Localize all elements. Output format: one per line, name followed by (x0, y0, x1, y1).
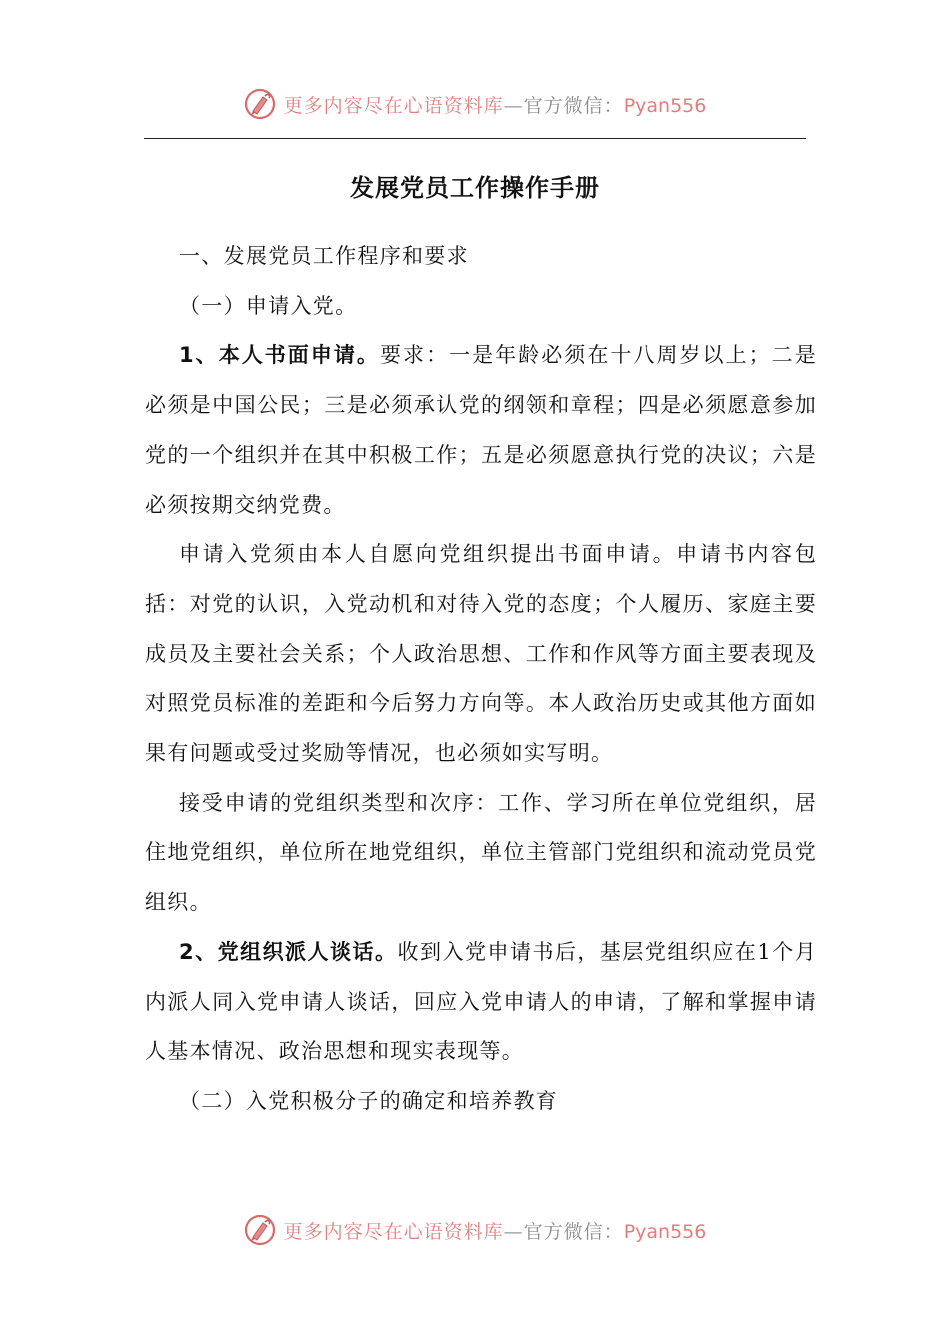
item-lead: 1、本人书面申请。 (179, 343, 380, 368)
footer-watermark (0, 1210, 950, 1250)
document-body (145, 232, 817, 1127)
item-text: 要求：一是年龄必须在十八周岁以上；二是必须是中国公民；三是必须承认党的纲领和章程；四是必须愿意参加党的一个组织并在其中积极工作；五是必须愿意执行党的决议；六是必须按期交纳党费。 (145, 343, 818, 517)
section-heading: 一、发展党员工作程序和要求 (179, 244, 469, 268)
watermark-text: 更多内容尽在心语资料库—官方微信：Pyan556 (283, 94, 707, 117)
item-lead: 2、党组织派人谈话。 (179, 939, 398, 964)
pen-nib-icon (244, 1214, 276, 1246)
subsection-heading: （二）入党积极分子的确定和培养教育 (179, 1088, 559, 1113)
interview-paragraph (145, 928, 817, 1077)
acceptance-paragraph: 接受申请的党组织类型和次序：工作、学习所在单位党组织，居住地党组织，单位所在地党组织，单位主管部门党组织和流动党员党组织。 (145, 790, 817, 915)
application-paragraph: 申请入党须由本人自愿向党组织提出书面申请。申请书内容包括：对党的认识，入党动机和对待入党的态度；个人履历、家庭主要成员及主要社会关系；个人政治思想、工作和作风等方面主要表现及对照党员标准的差距和今后努力方向等。本人政治历史或其他方面如果有问题或受过奖励等情况，也必须如实写明。 (145, 542, 817, 766)
requirement-paragraph (145, 331, 817, 530)
item-text: 收到入党申请书后，基层党组织应在1个月内派人同入党申请人谈话，回应入党申请人的申请，了解和掌握申请人基本情况、政治思想和现实表现等。 (145, 939, 817, 1064)
document-title: 发展党员工作操作手册 (350, 174, 600, 202)
watermark-text: 更多内容尽在心语资料库—官方微信：Pyan556 (283, 1220, 707, 1243)
pen-nib-icon (244, 88, 276, 120)
header-divider (144, 138, 806, 139)
header-watermark (0, 84, 950, 124)
subsection-heading: （一）申请入党。 (179, 293, 358, 318)
